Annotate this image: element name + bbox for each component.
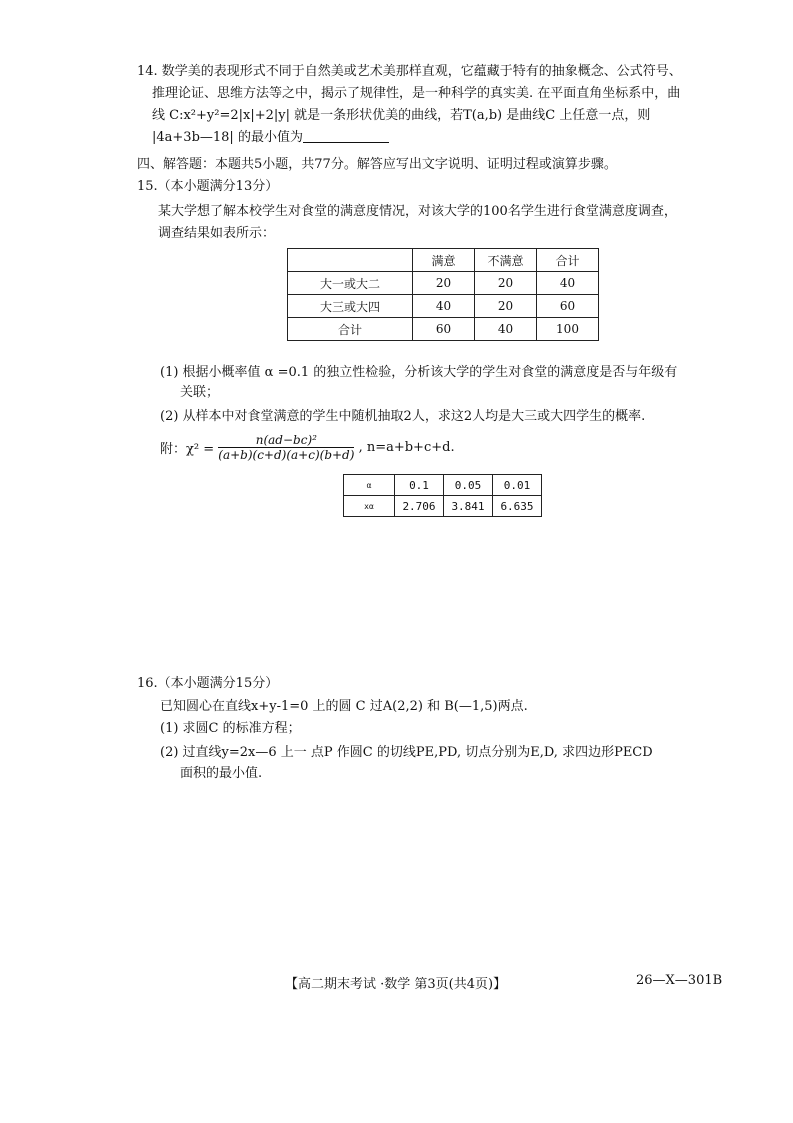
q15-header: 15.（本小题满分13分）: [137, 179, 279, 194]
table-cell: 0.01: [493, 475, 542, 496]
table-cell: 大三或大四: [288, 295, 413, 318]
survey-table: [287, 248, 599, 341]
table-cell: 20: [475, 272, 537, 295]
q15-intro1: 某大学想了解本校学生对食堂的满意度情况，对该大学的100名学生进行食堂满意度调查，: [158, 204, 677, 219]
table-cell: 20: [413, 272, 475, 295]
q14-line1: 14. 数学美的表现形式不同于自然美或艺术美那样直观，它蕴藏于特有的抽象概念、公式符号、: [137, 64, 682, 79]
table-header-cell: [288, 249, 413, 272]
table-row: [288, 272, 599, 295]
q14-line3: 线 C:x²+y²=2|x|+2|y| 就是一条形状优美的曲线，若T(a,b) 是曲线C 上任意一点，则: [152, 108, 651, 123]
table-cell: 40: [413, 295, 475, 318]
formula-numerator: n(ad−bc)²: [218, 433, 354, 448]
page-footer-code: 26—X—301B: [636, 973, 723, 988]
table-header-cell: 不满意: [475, 249, 537, 272]
section-heading: 四、解答题：本题共5小题，共77分。解答应写出文字说明、证明过程或演算步骤。: [137, 157, 617, 172]
critical-value-table: [343, 474, 542, 517]
table-cell: 3.841: [444, 496, 493, 517]
table-cell: 大一或大二: [288, 272, 413, 295]
table-row: [344, 496, 542, 517]
table-cell: xα: [344, 496, 395, 517]
q15-part1-line1: (1) 根据小概率值 α =0.1 的独立性检验，分析该大学的学生对食堂的满意度是否与年级有: [160, 365, 678, 380]
formula-denominator: (a+b)(c+d)(a+c)(b+d): [218, 448, 355, 462]
table-cell: 40: [537, 272, 599, 295]
q14-line4: [152, 128, 389, 147]
formula-prefix: 附：χ² =: [160, 442, 215, 457]
formula-fraction: [218, 433, 354, 462]
table-cell: 60: [413, 318, 475, 341]
q15-part2: (2) 从样本中对食堂满意的学生中随机抽取2人，求这2人均是大三或大四学生的概率.: [160, 409, 646, 424]
table-cell: 0.1: [395, 475, 444, 496]
q16-intro: 已知圆心在直线x+y-1=0 上的圆 C 过A(2,2) 和 B(—1,5)两点.: [160, 699, 528, 714]
q16-part2-line2: 面积的最小值.: [180, 766, 263, 781]
q15-intro2: 调查结果如表所示：: [158, 226, 276, 241]
q16-part2-line1: (2) 过直线y=2x—6 上一 点P 作圆C 的切线PE,PD, 切点分别为E,D, 求四边形PECD: [160, 745, 653, 760]
table-cell: 40: [475, 318, 537, 341]
table-cell: 60: [537, 295, 599, 318]
table-cell: 0.05: [444, 475, 493, 496]
table-cell: 6.635: [493, 496, 542, 517]
chi-square-formula: [160, 433, 455, 467]
table-cell: α: [344, 475, 395, 496]
table-header-cell: 满意: [413, 249, 475, 272]
table-cell: 20: [475, 295, 537, 318]
table-row: [288, 295, 599, 318]
q14-line4-text: |4a+3b—18| 的最小值为: [152, 130, 303, 145]
table-cell: 2.706: [395, 496, 444, 517]
table-row: [344, 475, 542, 496]
q15-part1-line2: 关联；: [180, 385, 220, 400]
q16-header: 16.（本小题满分15分）: [137, 676, 279, 691]
page-footer-title: 【高二期末考试 ·数学 第3页(共4页)】: [285, 977, 507, 992]
table-header-row: [288, 249, 599, 272]
table-cell: 100: [537, 318, 599, 341]
answer-blank: [303, 128, 389, 143]
table-row: [288, 318, 599, 341]
table-cell: 合计: [288, 318, 413, 341]
q16-part1: (1) 求圆C 的标准方程；: [160, 721, 301, 736]
table-header-cell: 合计: [537, 249, 599, 272]
formula-suffix: , n=a+b+c+d.: [358, 440, 455, 455]
q14-line2: 推理论证、思维方法等之中，揭示了规律性，是一种科学的真实美. 在平面直角坐标系中，曲: [152, 86, 681, 101]
